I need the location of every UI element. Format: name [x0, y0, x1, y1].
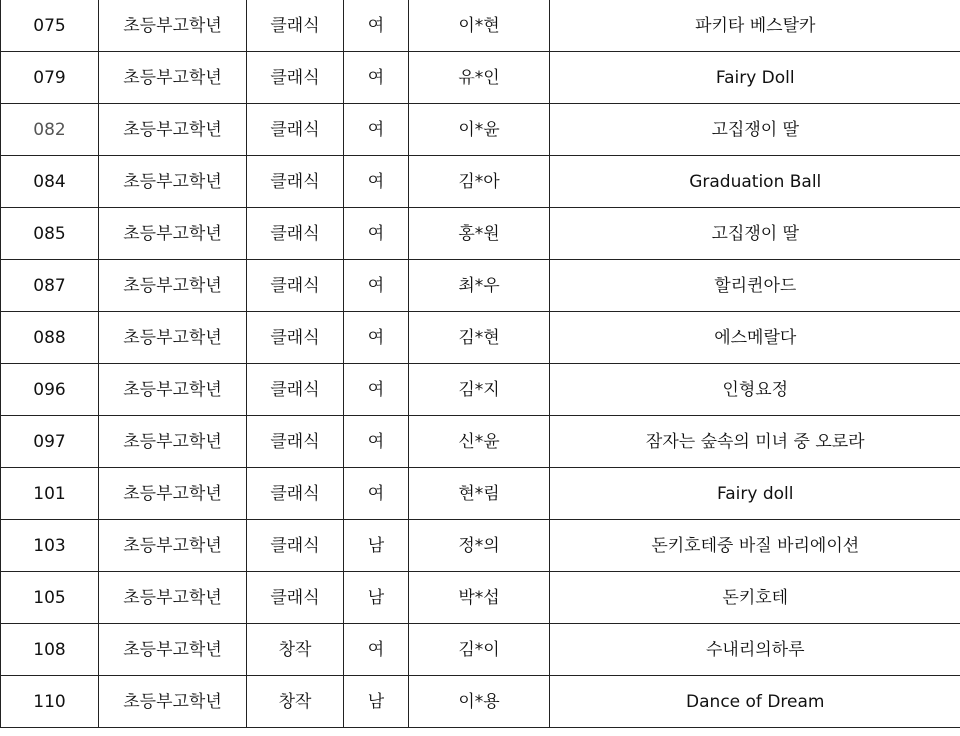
participant-name: 홍*원	[409, 208, 550, 260]
table-row	[1, 364, 960, 416]
division-cell: 초등부고학년	[99, 52, 247, 104]
gender-cell: 여	[344, 624, 409, 676]
participant-name: 이*용	[409, 676, 550, 728]
gender-cell: 여	[344, 312, 409, 364]
genre-cell: 클래식	[247, 260, 344, 312]
entry-number: 103	[1, 520, 99, 572]
gender-cell: 여	[344, 364, 409, 416]
gender-cell: 남	[344, 572, 409, 624]
entry-number: 105	[1, 572, 99, 624]
gender-cell: 여	[344, 416, 409, 468]
division-cell: 초등부고학년	[99, 104, 247, 156]
genre-cell: 클래식	[247, 468, 344, 520]
entry-number: 088	[1, 312, 99, 364]
table-row	[1, 624, 960, 676]
gender-cell: 남	[344, 520, 409, 572]
division-cell: 초등부고학년	[99, 364, 247, 416]
gender-cell: 여	[344, 260, 409, 312]
genre-cell: 클래식	[247, 156, 344, 208]
piece-title: Graduation Ball	[550, 156, 960, 208]
participant-name: 유*인	[409, 52, 550, 104]
gender-cell: 남	[344, 676, 409, 728]
table-row	[1, 676, 960, 728]
genre-cell: 클래식	[247, 208, 344, 260]
entry-number: 097	[1, 416, 99, 468]
participant-name: 박*섭	[409, 572, 550, 624]
division-cell: 초등부고학년	[99, 156, 247, 208]
table-row	[1, 260, 960, 312]
piece-title: 에스메랄다	[550, 312, 960, 364]
table-row	[1, 520, 960, 572]
piece-title: 고집쟁이 딸	[550, 208, 960, 260]
participant-name: 정*의	[409, 520, 550, 572]
entry-number: 110	[1, 676, 99, 728]
genre-cell: 클래식	[247, 0, 344, 52]
gender-cell: 여	[344, 156, 409, 208]
table-row	[1, 104, 960, 156]
division-cell: 초등부고학년	[99, 520, 247, 572]
division-cell: 초등부고학년	[99, 676, 247, 728]
piece-title: 돈키호테중 바질 바리에이션	[550, 520, 960, 572]
participant-name: 이*윤	[409, 104, 550, 156]
entry-number: 084	[1, 156, 99, 208]
entry-number: 075	[1, 0, 99, 52]
entry-number: 082	[1, 104, 99, 156]
entry-number: 101	[1, 468, 99, 520]
genre-cell: 클래식	[247, 312, 344, 364]
participant-name: 김*지	[409, 364, 550, 416]
division-cell: 초등부고학년	[99, 624, 247, 676]
piece-title: 잠자는 숲속의 미녀 중 오로라	[550, 416, 960, 468]
piece-title: 돈키호테	[550, 572, 960, 624]
piece-title: 인형요정	[550, 364, 960, 416]
genre-cell: 창작	[247, 624, 344, 676]
entry-number: 108	[1, 624, 99, 676]
division-cell: 초등부고학년	[99, 208, 247, 260]
participant-name: 현*림	[409, 468, 550, 520]
table-row	[1, 416, 960, 468]
gender-cell: 여	[344, 104, 409, 156]
entry-number: 085	[1, 208, 99, 260]
participant-name: 신*윤	[409, 416, 550, 468]
gender-cell: 여	[344, 468, 409, 520]
piece-title: Dance of Dream	[550, 676, 960, 728]
table-row	[1, 468, 960, 520]
piece-title: Fairy doll	[550, 468, 960, 520]
genre-cell: 클래식	[247, 364, 344, 416]
entry-number: 096	[1, 364, 99, 416]
entry-number: 079	[1, 52, 99, 104]
gender-cell: 여	[344, 208, 409, 260]
table-row	[1, 208, 960, 260]
division-cell: 초등부고학년	[99, 0, 247, 52]
division-cell: 초등부고학년	[99, 416, 247, 468]
genre-cell: 창작	[247, 676, 344, 728]
piece-title: Fairy Doll	[550, 52, 960, 104]
participant-name: 김*아	[409, 156, 550, 208]
participant-name: 김*현	[409, 312, 550, 364]
entry-number: 087	[1, 260, 99, 312]
participant-name: 김*이	[409, 624, 550, 676]
genre-cell: 클래식	[247, 572, 344, 624]
gender-cell: 여	[344, 0, 409, 52]
division-cell: 초등부고학년	[99, 312, 247, 364]
piece-title: 수내리의하루	[550, 624, 960, 676]
table-row	[1, 156, 960, 208]
genre-cell: 클래식	[247, 104, 344, 156]
genre-cell: 클래식	[247, 520, 344, 572]
gender-cell: 여	[344, 52, 409, 104]
participant-name: 최*우	[409, 260, 550, 312]
table-row	[1, 312, 960, 364]
piece-title: 할리퀸아드	[550, 260, 960, 312]
table-row	[1, 0, 960, 52]
piece-title: 파키타 베스탈카	[550, 0, 960, 52]
participant-name: 이*현	[409, 0, 550, 52]
division-cell: 초등부고학년	[99, 260, 247, 312]
table-row	[1, 572, 960, 624]
piece-title: 고집쟁이 딸	[550, 104, 960, 156]
genre-cell: 클래식	[247, 52, 344, 104]
division-cell: 초등부고학년	[99, 572, 247, 624]
genre-cell: 클래식	[247, 416, 344, 468]
division-cell: 초등부고학년	[99, 468, 247, 520]
table-row	[1, 52, 960, 104]
